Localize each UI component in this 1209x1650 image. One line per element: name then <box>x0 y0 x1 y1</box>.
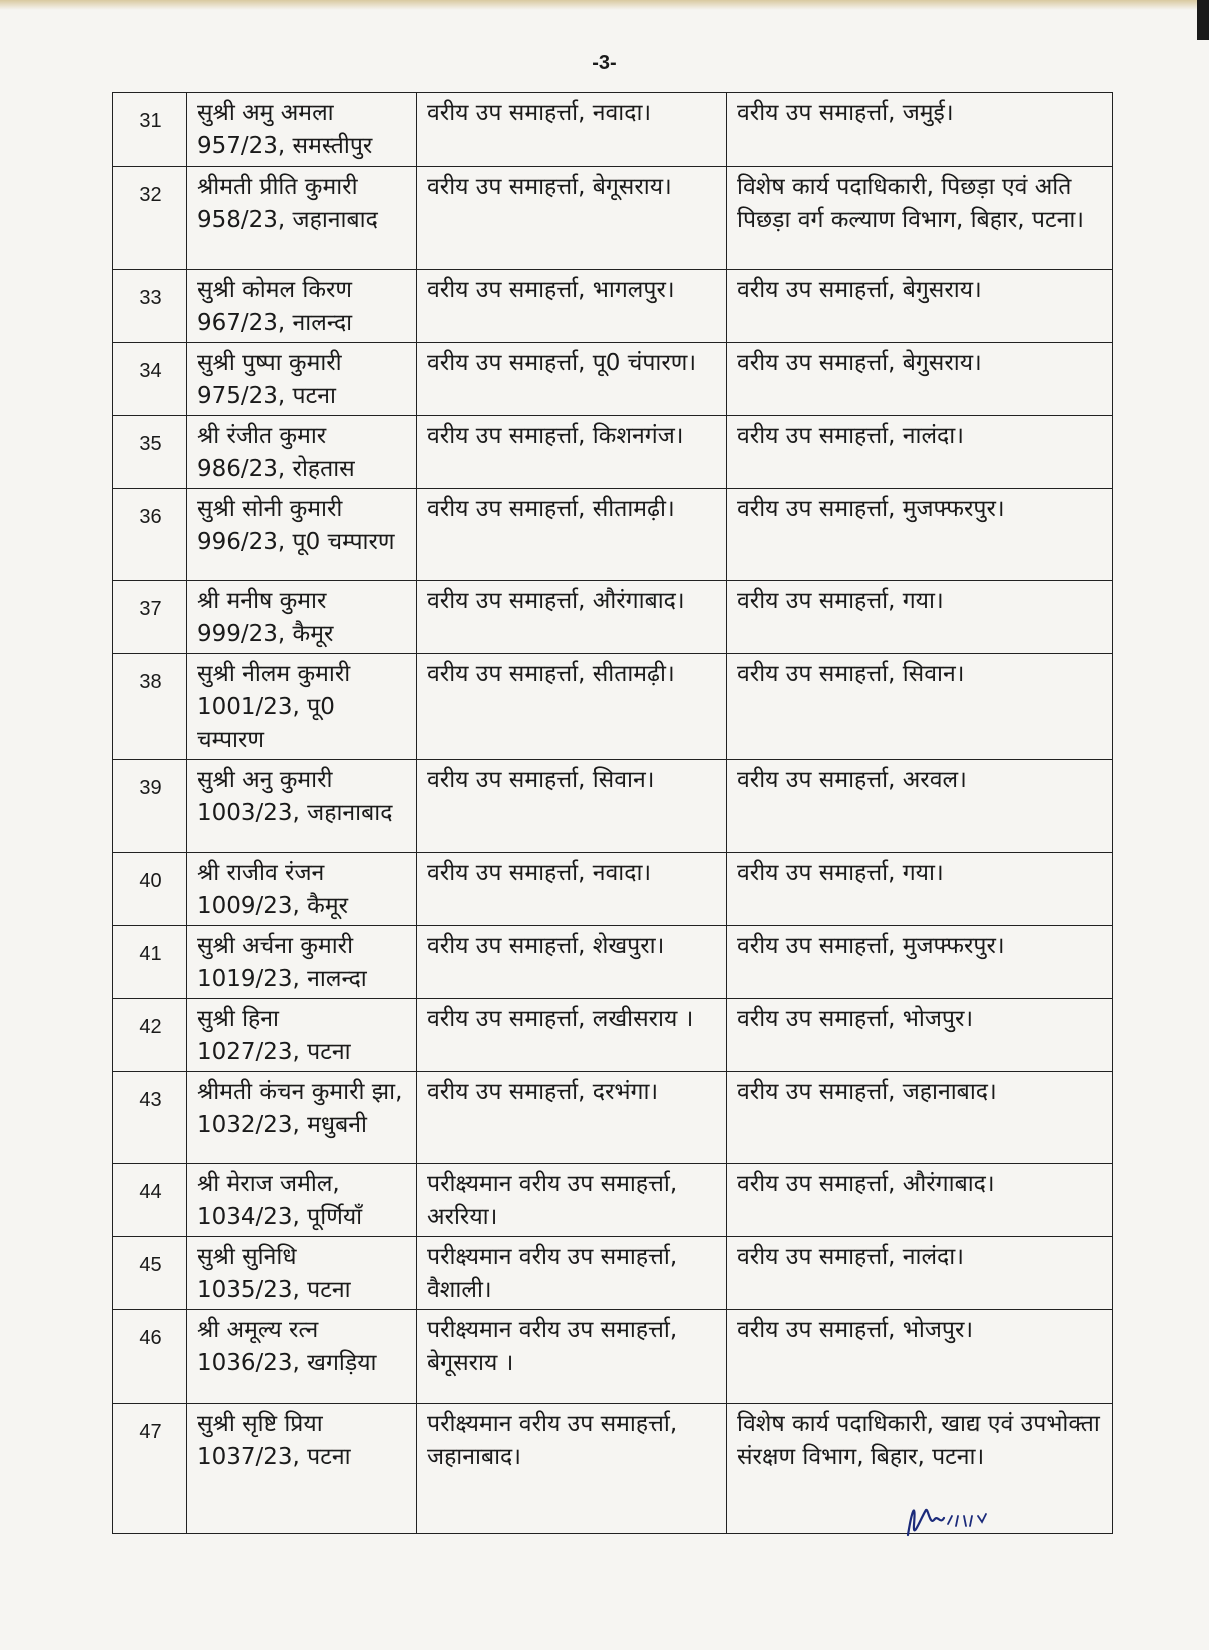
new-posting: वरीय उप समाहर्त्ता, नालंदा। <box>727 416 1113 489</box>
new-posting: वरीय उप समाहर्त्ता, जहानाबाद। <box>727 1072 1113 1164</box>
officer-code-district: 967/23, नालन्दा <box>197 310 353 336</box>
officer-name: सुश्री सुनिधि <box>197 1244 297 1270</box>
officer-cell <box>187 654 417 760</box>
officer-cell <box>187 1310 417 1404</box>
signature <box>900 1480 1020 1550</box>
officer-code-district: 986/23, रोहतास <box>197 456 355 482</box>
officer-code-district: 1009/23, कैमूर <box>197 893 348 919</box>
officer-cell <box>187 489 417 581</box>
current-posting: वरीय उप समाहर्त्ता, सीतामढ़ी। <box>417 489 727 581</box>
serial-number: 31 <box>113 93 187 167</box>
current-posting: वरीय उप समाहर्त्ता, नवादा। <box>417 853 727 926</box>
serial-number: 41 <box>113 926 187 999</box>
current-posting: वरीय उप समाहर्त्ता, सिवान। <box>417 760 727 853</box>
officer-name: श्रीमती प्रीति कुमारी <box>197 174 358 200</box>
table-row <box>113 926 1113 999</box>
officer-cell <box>187 1404 417 1534</box>
serial-number: 40 <box>113 853 187 926</box>
officer-code-district: 1035/23, पटना <box>197 1277 351 1303</box>
new-posting: वरीय उप समाहर्त्ता, मुजफ्फरपुर। <box>727 926 1113 999</box>
officer-name: श्री रंजीत कुमार <box>197 423 327 449</box>
new-posting: विशेष कार्य पदाधिकारी, खाद्य एवं उपभोक्ता संरक्षण विभाग, बिहार, पटना। <box>727 1404 1113 1534</box>
serial-number: 38 <box>113 654 187 760</box>
new-posting: वरीय उप समाहर्त्ता, गया। <box>727 853 1113 926</box>
new-posting: वरीय उप समाहर्त्ता, जमुई। <box>727 93 1113 167</box>
officer-cell <box>187 1072 417 1164</box>
current-posting: परीक्ष्यमान वरीय उप समाहर्त्ता, वैशाली। <box>417 1237 727 1310</box>
current-posting: वरीय उप समाहर्त्ता, बेगूसराय। <box>417 167 727 270</box>
current-posting: परीक्ष्यमान वरीय उप समाहर्त्ता, बेगूसराय । <box>417 1310 727 1404</box>
officer-code-district: 957/23, समस्तीपुर <box>197 133 373 159</box>
serial-number: 37 <box>113 581 187 654</box>
officer-code-district: 1037/23, पटना <box>197 1444 351 1470</box>
new-posting: वरीय उप समाहर्त्ता, बेगुसराय। <box>727 343 1113 416</box>
serial-number: 44 <box>113 1164 187 1237</box>
officer-cell <box>187 1164 417 1237</box>
officer-code-district: 958/23, जहानाबाद <box>197 207 378 233</box>
serial-number: 36 <box>113 489 187 581</box>
officer-cell <box>187 999 417 1072</box>
new-posting: वरीय उप समाहर्त्ता, मुजफ्फरपुर। <box>727 489 1113 581</box>
new-posting: विशेष कार्य पदाधिकारी, पिछड़ा एवं अति पिछड़ा वर्ग कल्याण विभाग, बिहार, पटना। <box>727 167 1113 270</box>
officer-name: सुश्री अर्चना कुमारी <box>197 933 354 959</box>
new-posting: वरीय उप समाहर्त्ता, औरंगाबाद। <box>727 1164 1113 1237</box>
officer-name: श्रीमती कंचन कुमारी झा, <box>197 1079 403 1105</box>
officer-code-district: 1027/23, पटना <box>197 1039 351 1065</box>
officer-cell <box>187 167 417 270</box>
new-posting: वरीय उप समाहर्त्ता, भोजपुर। <box>727 999 1113 1072</box>
officer-name: सुश्री हिना <box>197 1006 279 1032</box>
officer-name: सुश्री सृष्टि प्रिया <box>197 1411 323 1437</box>
new-posting: वरीय उप समाहर्त्ता, बेगुसराय। <box>727 270 1113 343</box>
new-posting: वरीय उप समाहर्त्ता, नालंदा। <box>727 1237 1113 1310</box>
current-posting: वरीय उप समाहर्त्ता, सीतामढ़ी। <box>417 654 727 760</box>
officer-name: सुश्री नीलम कुमारी <box>197 661 351 687</box>
current-posting: वरीय उप समाहर्त्ता, भागलपुर। <box>417 270 727 343</box>
table-row <box>113 999 1113 1072</box>
serial-number: 39 <box>113 760 187 853</box>
new-posting: वरीय उप समाहर्त्ता, भोजपुर। <box>727 1310 1113 1404</box>
serial-number: 32 <box>113 167 187 270</box>
table-row <box>113 654 1113 760</box>
table-row <box>113 581 1113 654</box>
current-posting: परीक्ष्यमान वरीय उप समाहर्त्ता, जहानाबाद। <box>417 1404 727 1534</box>
new-posting: वरीय उप समाहर्त्ता, गया। <box>727 581 1113 654</box>
current-posting: वरीय उप समाहर्त्ता, लखीसराय । <box>417 999 727 1072</box>
officer-name: श्री राजीव रंजन <box>197 860 325 886</box>
officer-cell <box>187 926 417 999</box>
table-row <box>113 760 1113 853</box>
new-posting: वरीय उप समाहर्त्ता, सिवान। <box>727 654 1113 760</box>
current-posting: परीक्ष्यमान वरीय उप समाहर्त्ता, अररिया। <box>417 1164 727 1237</box>
table-row <box>113 416 1113 489</box>
officer-name: सुश्री अमु अमला <box>197 100 334 126</box>
officer-cell <box>187 343 417 416</box>
table-row <box>113 853 1113 926</box>
table-row <box>113 93 1113 167</box>
officer-cell <box>187 1237 417 1310</box>
officer-code-district: 1001/23, पू0 चम्पारण <box>197 694 335 753</box>
page-number: -3- <box>592 52 617 74</box>
table-row <box>113 489 1113 581</box>
officer-cell <box>187 853 417 926</box>
officer-name: श्री मनीष कुमार <box>197 588 327 614</box>
current-posting: वरीय उप समाहर्त्ता, पू0 चंपारण। <box>417 343 727 416</box>
serial-number: 34 <box>113 343 187 416</box>
officer-name: श्री मेराज जमील, <box>197 1171 340 1197</box>
table-row <box>113 1072 1113 1164</box>
officer-code-district: 1036/23, खगड़िया <box>197 1350 377 1376</box>
officer-code-district: 975/23, पटना <box>197 383 336 409</box>
table-row <box>113 1237 1113 1310</box>
officer-code-district: 1034/23, पूर्णियाँ <box>197 1204 363 1230</box>
table-row <box>113 1310 1113 1404</box>
current-posting: वरीय उप समाहर्त्ता, शेखपुरा। <box>417 926 727 999</box>
serial-number: 43 <box>113 1072 187 1164</box>
officer-cell <box>187 581 417 654</box>
officer-cell <box>187 270 417 343</box>
serial-number: 33 <box>113 270 187 343</box>
officer-name: सुश्री अनु कुमारी <box>197 767 333 793</box>
officer-name: सुश्री पुष्पा कुमारी <box>197 350 342 376</box>
page-corner <box>1197 0 1209 40</box>
officer-code-district: 1003/23, जहानाबाद <box>197 800 393 826</box>
page-edge <box>0 0 1209 10</box>
officer-cell <box>187 93 417 167</box>
officer-code-district: 999/23, कैमूर <box>197 621 334 647</box>
current-posting: वरीय उप समाहर्त्ता, औरंगाबाद। <box>417 581 727 654</box>
table-row <box>113 167 1113 270</box>
officer-code-district: 1019/23, नालन्दा <box>197 966 367 992</box>
posting-table <box>112 92 1113 1534</box>
officer-name: श्री अमूल्य रत्न <box>197 1317 319 1343</box>
serial-number: 35 <box>113 416 187 489</box>
officer-cell <box>187 760 417 853</box>
table-row <box>113 343 1113 416</box>
serial-number: 45 <box>113 1237 187 1310</box>
new-posting: वरीय उप समाहर्त्ता, अरवल। <box>727 760 1113 853</box>
officer-code-district: 996/23, पू0 चम्पारण <box>197 529 395 555</box>
table-row <box>113 270 1113 343</box>
serial-number: 42 <box>113 999 187 1072</box>
officer-cell <box>187 416 417 489</box>
serial-number: 46 <box>113 1310 187 1404</box>
officer-name: सुश्री कोमल किरण <box>197 277 353 303</box>
table-row <box>113 1164 1113 1237</box>
serial-number: 47 <box>113 1404 187 1534</box>
current-posting: वरीय उप समाहर्त्ता, दरभंगा। <box>417 1072 727 1164</box>
officer-code-district: 1032/23, मधुबनी <box>197 1112 367 1138</box>
officer-name: सुश्री सोनी कुमारी <box>197 496 343 522</box>
current-posting: वरीय उप समाहर्त्ता, नवादा। <box>417 93 727 167</box>
current-posting: वरीय उप समाहर्त्ता, किशनगंज। <box>417 416 727 489</box>
